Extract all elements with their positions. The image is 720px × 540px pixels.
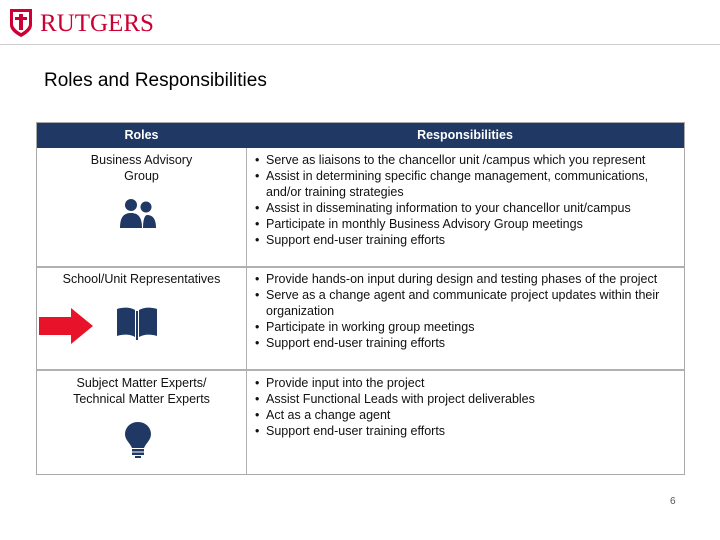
role-line: Business Advisory — [90, 153, 193, 167]
list-item: • Serve as liaisons to the chancellor unit /campus which you represent — [253, 152, 681, 168]
logo-text: RUTGERS — [40, 9, 154, 37]
column-divider — [246, 148, 247, 474]
people-icon — [119, 196, 159, 230]
list-item: • Assist in disseminating information to your chancellor unit/campus — [253, 200, 681, 216]
role-line: Subject Matter Experts/ — [76, 376, 207, 390]
table-row — [37, 371, 684, 474]
page-title: Roles and Responsibilities — [44, 70, 267, 91]
role-name — [37, 152, 246, 184]
table-row — [37, 148, 684, 268]
list-item: • Provide input into the project — [253, 375, 681, 391]
rutgers-logo[interactable] — [8, 5, 154, 41]
responsibility-list — [253, 375, 681, 439]
lightbulb-icon — [124, 421, 152, 459]
open-book-icon — [115, 305, 159, 341]
list-item: • Support end-user training efforts — [253, 335, 681, 351]
role-line: Group — [124, 169, 159, 183]
list-item: • Assist in determining specific change management, communications, and/or training strategies — [253, 168, 681, 200]
responsibility-list — [253, 152, 681, 248]
role-line: School/Unit Representatives — [62, 272, 221, 286]
role-name — [37, 271, 246, 287]
list-item: • Participate in working group meetings — [253, 319, 681, 335]
role-line: Technical Matter Experts — [73, 392, 210, 406]
page-number: 6 — [670, 496, 676, 507]
red-arrow-icon — [37, 306, 95, 346]
role-name — [37, 375, 246, 407]
header-roles: Roles — [124, 128, 159, 142]
list-item: • Assist Functional Leads with project deliverables — [253, 391, 681, 407]
list-item: • Participate in monthly Business Advisory Group meetings — [253, 216, 681, 232]
responsibility-list — [253, 271, 681, 351]
list-item: • Serve as a change agent and communicate project updates within their organization — [253, 287, 681, 319]
roles-table — [36, 122, 685, 475]
rutgers-shield-icon — [8, 7, 34, 39]
header-responsibilities: Responsibilities — [417, 128, 513, 142]
list-item: • Support end-user training efforts — [253, 232, 681, 248]
list-item: • Provide hands-on input during design and testing phases of the project — [253, 271, 681, 287]
header-bar — [0, 0, 720, 45]
list-item: • Support end-user training efforts — [253, 423, 681, 439]
table-row — [37, 268, 684, 371]
table-header — [37, 123, 684, 148]
list-item: • Act as a change agent — [253, 407, 681, 423]
